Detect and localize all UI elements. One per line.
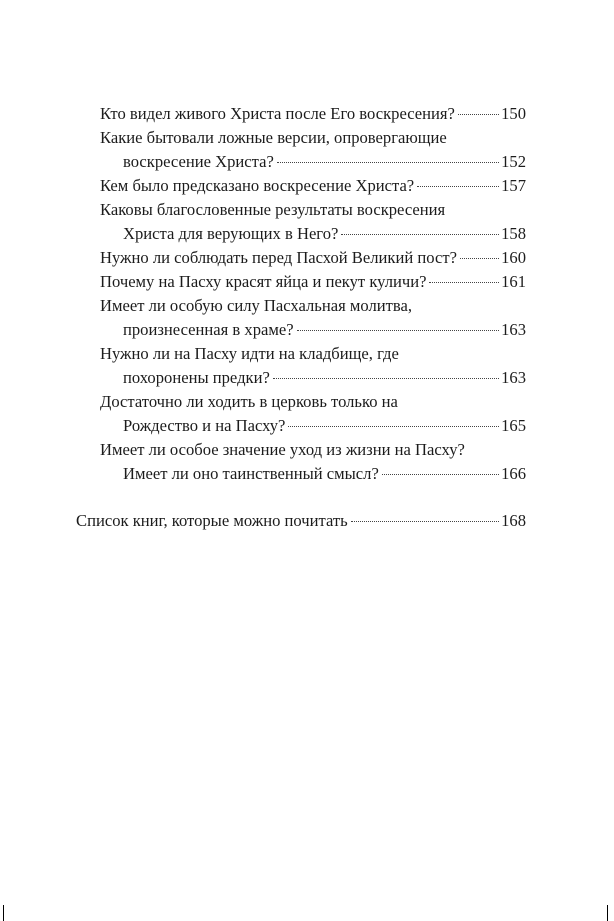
crop-mark-left bbox=[3, 905, 4, 921]
toc-entry-page: 166 bbox=[501, 464, 526, 483]
toc-entry[interactable] bbox=[100, 390, 526, 438]
dot-leader bbox=[273, 377, 499, 379]
toc-entry[interactable] bbox=[100, 342, 526, 390]
toc-entry-title: Какие бытовали ложные версии, опровергающие bbox=[100, 128, 447, 147]
toc-entry-page: 158 bbox=[501, 224, 526, 243]
toc-entry-title-continued: воскресение Христа? bbox=[123, 152, 274, 171]
dot-leader bbox=[429, 281, 499, 283]
toc-entry[interactable] bbox=[100, 294, 526, 342]
dot-leader bbox=[288, 425, 499, 427]
toc-entry-page: 163 bbox=[501, 320, 526, 339]
toc-entry-title: Кем было предсказано воскресение Христа? bbox=[100, 176, 415, 195]
toc-entry-title: Достаточно ли ходить в церковь только на bbox=[100, 392, 398, 411]
dot-leader bbox=[341, 233, 499, 235]
toc-entry-title: Кто видел живого Христа после Его воскресения? bbox=[100, 104, 455, 123]
toc-entry-page: 150 bbox=[501, 104, 526, 123]
toc-entry-title-continued: Рождество и на Пасху? bbox=[123, 416, 286, 435]
toc-entry-title-continued: похоронены предки? bbox=[123, 368, 270, 387]
toc-entry-title-continued: произнесенная в храме? bbox=[123, 320, 294, 339]
toc-entry-title: Имеет ли особую силу Пасхальная молитва, bbox=[100, 296, 412, 315]
toc-entry[interactable] bbox=[100, 438, 526, 486]
table-of-contents bbox=[100, 102, 526, 486]
toc-entry-page: 165 bbox=[501, 416, 526, 435]
crop-mark-right bbox=[607, 905, 608, 921]
toc-entry[interactable] bbox=[100, 246, 526, 270]
toc-entry-page: 161 bbox=[501, 272, 526, 291]
toc-entry-page: 157 bbox=[501, 176, 526, 195]
dot-leader bbox=[460, 257, 499, 259]
toc-entry-title: Почему на Пасху красят яйца и пекут куличи? bbox=[100, 272, 427, 291]
dot-leader bbox=[458, 113, 499, 115]
toc-entry-book-list[interactable] bbox=[76, 509, 526, 533]
toc-entry-page: 152 bbox=[501, 152, 526, 171]
toc-entry[interactable] bbox=[100, 198, 526, 246]
toc-entry-title: Нужно ли соблюдать перед Пасхой Великий пост? bbox=[100, 248, 457, 267]
dot-leader bbox=[382, 473, 499, 475]
toc-entry-page: 160 bbox=[501, 248, 526, 267]
toc-entry[interactable] bbox=[100, 270, 526, 294]
dot-leader bbox=[417, 185, 499, 187]
toc-entry-title: Имеет ли особое значение уход из жизни на Пасху? bbox=[100, 440, 465, 459]
dot-leader bbox=[351, 520, 499, 522]
toc-entry-title-continued: Имеет ли оно таинственный смысл? bbox=[123, 464, 379, 483]
toc-entry-title: Список книг, которые можно почитать bbox=[76, 511, 348, 530]
dot-leader bbox=[277, 161, 499, 163]
toc-entry-title: Каковы благословенные результаты воскресения bbox=[100, 200, 446, 219]
toc-entry-title: Нужно ли на Пасху идти на кладбище, где bbox=[100, 344, 399, 363]
toc-entry-title-continued: Христа для верующих в Него? bbox=[123, 224, 339, 243]
toc-entry[interactable] bbox=[100, 174, 526, 198]
toc-entry-page: 168 bbox=[501, 511, 526, 530]
dot-leader bbox=[297, 329, 500, 331]
toc-entry[interactable] bbox=[100, 102, 526, 126]
toc-entry-page: 163 bbox=[501, 368, 526, 387]
toc-entry[interactable] bbox=[100, 126, 526, 174]
